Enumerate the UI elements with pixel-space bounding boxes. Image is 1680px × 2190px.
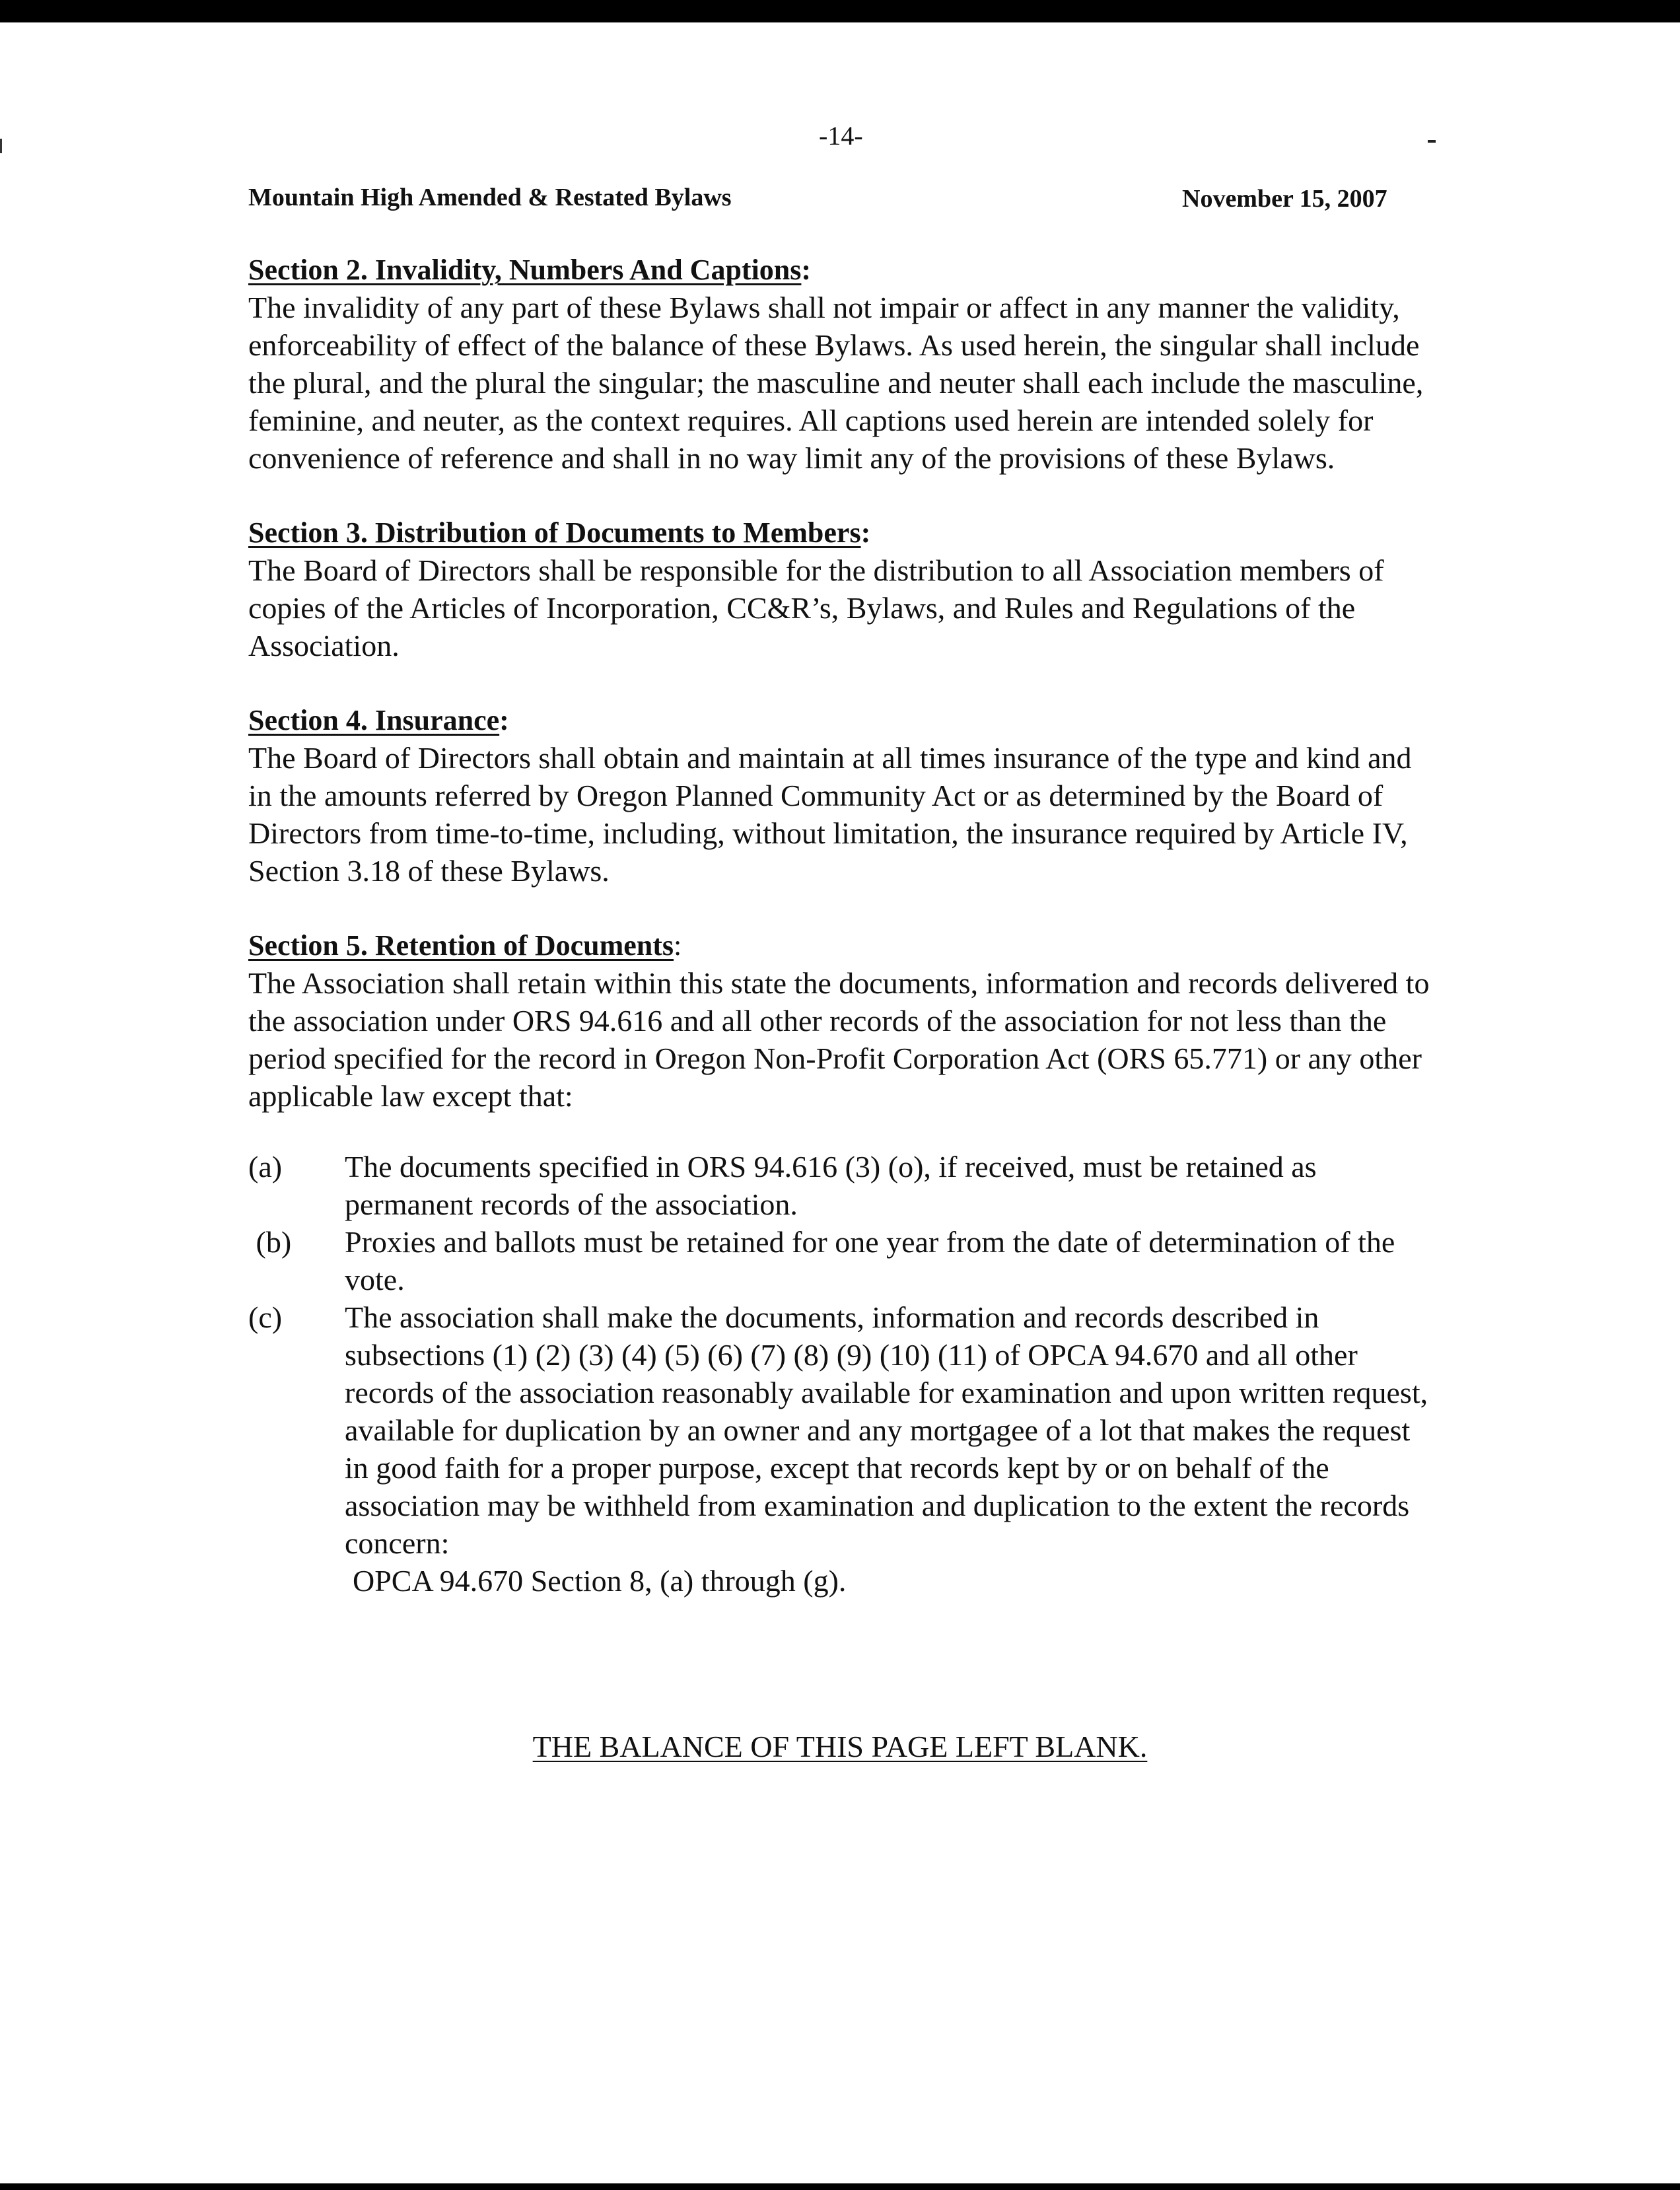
section-distribution <box>248 514 1437 664</box>
list-marker: (c) <box>248 1300 283 1334</box>
section-retention <box>248 927 1437 1115</box>
page-number: -14- <box>819 121 863 151</box>
scan-edge-mark <box>0 139 2 153</box>
scan-bottom-border <box>0 2183 1680 2190</box>
blank-page-notice: THE BALANCE OF THIS PAGE LEFT BLANK. <box>532 1730 1148 1763</box>
section-heading: Section 2. Invalidity, Numbers And Captions: <box>248 254 812 286</box>
list-marker: (a) <box>248 1150 283 1183</box>
section-paragraph: The Board of Directors shall be responsible for the distribution to all Association members of copies of the Articles of Incorporation, CC&R’s, Bylaws, and Rules and Regulations of the Association. <box>248 553 1384 662</box>
section-paragraph: The invalidity of any part of these Bylaws shall not impair or affect in any manner the validity, enforceability of effect of the balance of these Bylaws. As used herein, the singular shall include the plural, and the plural the singular; the masculine and neuter shall each include the masculine, feminine, and neuter, as the context requires. All captions used herein are intended solely for convenience of reference and shall in no way limit any of the provisions of these Bylaws. <box>248 291 1424 475</box>
list-item <box>248 1148 1437 1223</box>
list-item <box>248 1223 1437 1298</box>
retention-exceptions-list <box>248 1148 1437 1600</box>
section-paragraph: The Board of Directors shall obtain and maintain at all times insurance of the type and kind and in the amounts referred by Oregon Planned Community Act or as determined by the Board of Directors from time-to-time, including, without limitation, the insurance required by Article IV, Section 3.18 of these Bylaws. <box>248 741 1412 888</box>
list-item-reference: OPCA 94.670 Section 8, (a) through (g). <box>353 1564 847 1598</box>
scan-dash-mark <box>1428 140 1436 143</box>
section-paragraph: The Association shall retain within this state the documents, information and records delivered to the association under ORS 94.616 and all other records of the association for not less than the period specified for the record in Oregon Non-Profit Corporation Act (ORS 65.771) or any other applicable law except that: <box>248 966 1430 1113</box>
section-heading: Section 4. Insurance: <box>248 704 509 736</box>
list-item-text: The association shall make the documents, information and records described in subsections (1) (2) (3) (4) (5) (6) (7) (8) (9) (10) (11) of OPCA 94.670 and all other records of the association reasonably available for examination and upon written request, available for duplication by an owner and any mortgagee of a lot that makes the request in good faith for a proper purpose, except that records kept by or on behalf of the association may be withheld from examination and duplication to the extent the records concern: <box>345 1300 1428 1560</box>
section-heading: Section 3. Distribution of Documents to Members: <box>248 516 871 549</box>
document-date: November 15, 2007 <box>1182 185 1387 213</box>
list-item-text: The documents specified in ORS 94.616 (3) (o), if received, must be retained as permanent records of the association. <box>345 1150 1317 1221</box>
list-item <box>248 1298 1437 1600</box>
list-marker: (b) <box>248 1225 292 1259</box>
document-body <box>248 251 1437 1600</box>
section-insurance <box>248 701 1437 890</box>
document-title: Mountain High Amended & Restated Bylaws <box>248 184 732 211</box>
section-heading: Section 5. Retention of Documents: <box>248 929 682 962</box>
list-item-text: Proxies and ballots must be retained for one year from the date of determination of the vote. <box>345 1225 1395 1296</box>
scan-top-border <box>0 0 1680 22</box>
section-invalidity <box>248 251 1437 477</box>
